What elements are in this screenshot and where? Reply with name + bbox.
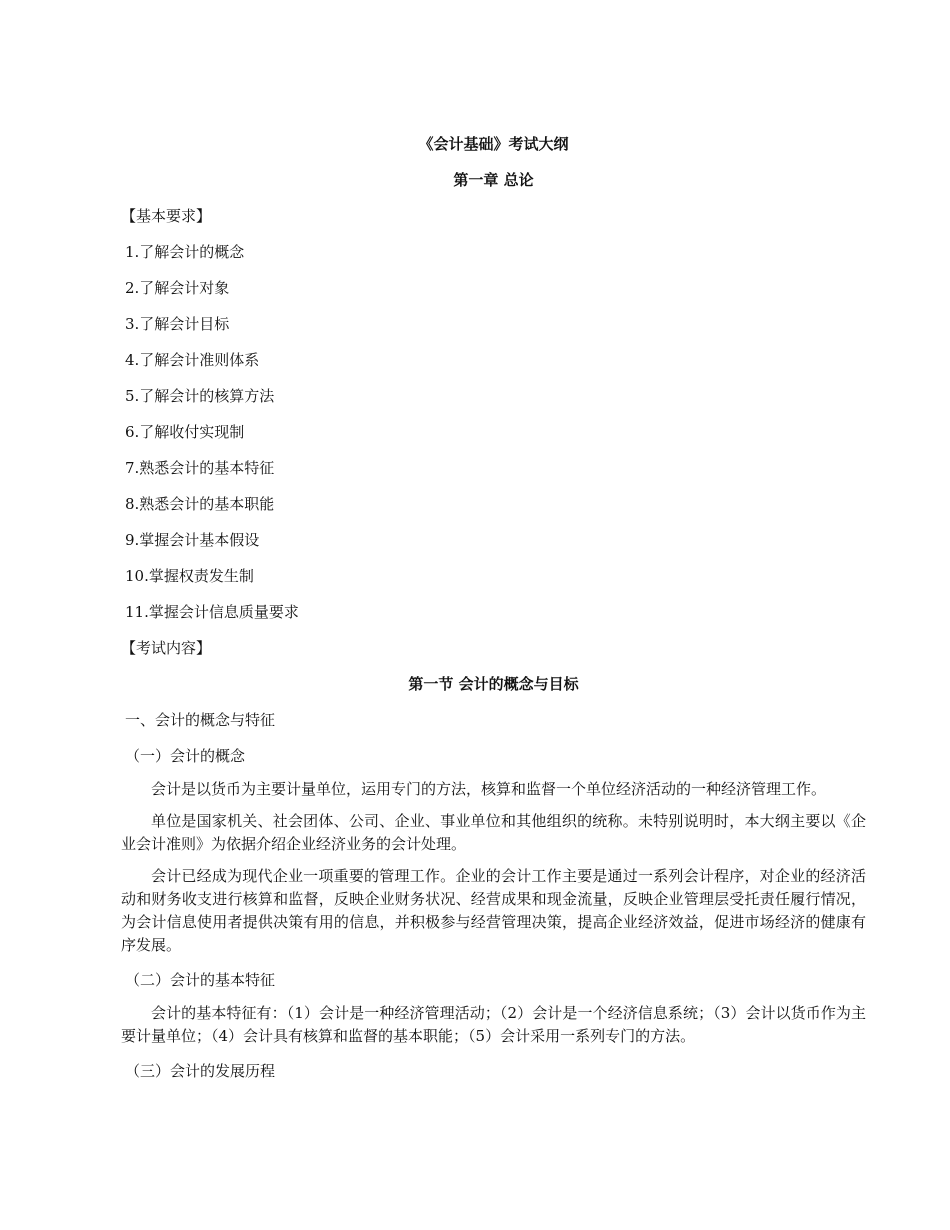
requirement-item: 9.掌握会计基本假设 — [125, 531, 260, 549]
subsection-heading: （二）会计的基本特征 — [125, 971, 276, 989]
section-title: 第一节 会计的概念与目标 — [408, 675, 579, 693]
part-heading: 一、会计的概念与特征 — [125, 711, 276, 729]
requirement-item: 1.了解会计的概念 — [125, 243, 245, 261]
requirement-item: 11.掌握会计信息质量要求 — [125, 603, 299, 621]
exam-content-heading: 【考试内容】 — [121, 639, 212, 657]
requirement-item: 10.掌握权责发生制 — [125, 567, 254, 585]
document-page — [121, 130, 866, 1093]
requirement-item: 5.了解会计的核算方法 — [125, 387, 275, 405]
document-title: 《会计基础》考试大纲 — [418, 135, 569, 153]
paragraph: 会计的基本特征有：（1）会计是一种经济管理活动；（2）会计是一个经济信息系统；（3）会计以货币作为主要计量单位；（4）会计具有核算和监督的基本职能；（5）会计采用一系列专门的方法。 — [121, 1004, 866, 1045]
requirement-item: 6.了解收付实现制 — [125, 423, 245, 441]
requirement-item: 4.了解会计准则体系 — [125, 351, 260, 369]
requirement-item: 3.了解会计目标 — [125, 315, 230, 333]
subsection-heading: （三）会计的发展历程 — [125, 1062, 276, 1080]
paragraph: 单位是国家机关、社会团体、公司、企业、事业单位和其他组织的统称。未特别说明时，本大纲主要以《企业会计准则》为依据介绍企业经济业务的会计处理。 — [121, 812, 866, 853]
requirement-item: 2.了解会计对象 — [125, 279, 230, 297]
requirement-item: 8.熟悉会计的基本职能 — [125, 495, 275, 513]
chapter-title: 第一章 总论 — [453, 171, 534, 189]
subsection-heading: （一）会计的概念 — [125, 747, 246, 765]
basic-requirements-heading: 【基本要求】 — [121, 207, 212, 225]
requirement-item: 7.熟悉会计的基本特征 — [125, 459, 275, 477]
paragraph: 会计是以货币为主要计量单位，运用专门的方法，核算和监督一个单位经济活动的一种经济管理工作。 — [151, 780, 827, 798]
paragraph: 会计已经成为现代企业一项重要的管理工作。企业的会计工作主要是通过一系列会计程序，对企业的经济活动和财务收支进行核算和监督，反映企业财务状况、经营成果和现金流量，反映企业管理层受托责任履行情况，为会计信息使用者提供决策有用的信息，并积极参与经营管理决策，提高企业经济效益，促进市场经济的健康有序发展。 — [121, 867, 866, 954]
